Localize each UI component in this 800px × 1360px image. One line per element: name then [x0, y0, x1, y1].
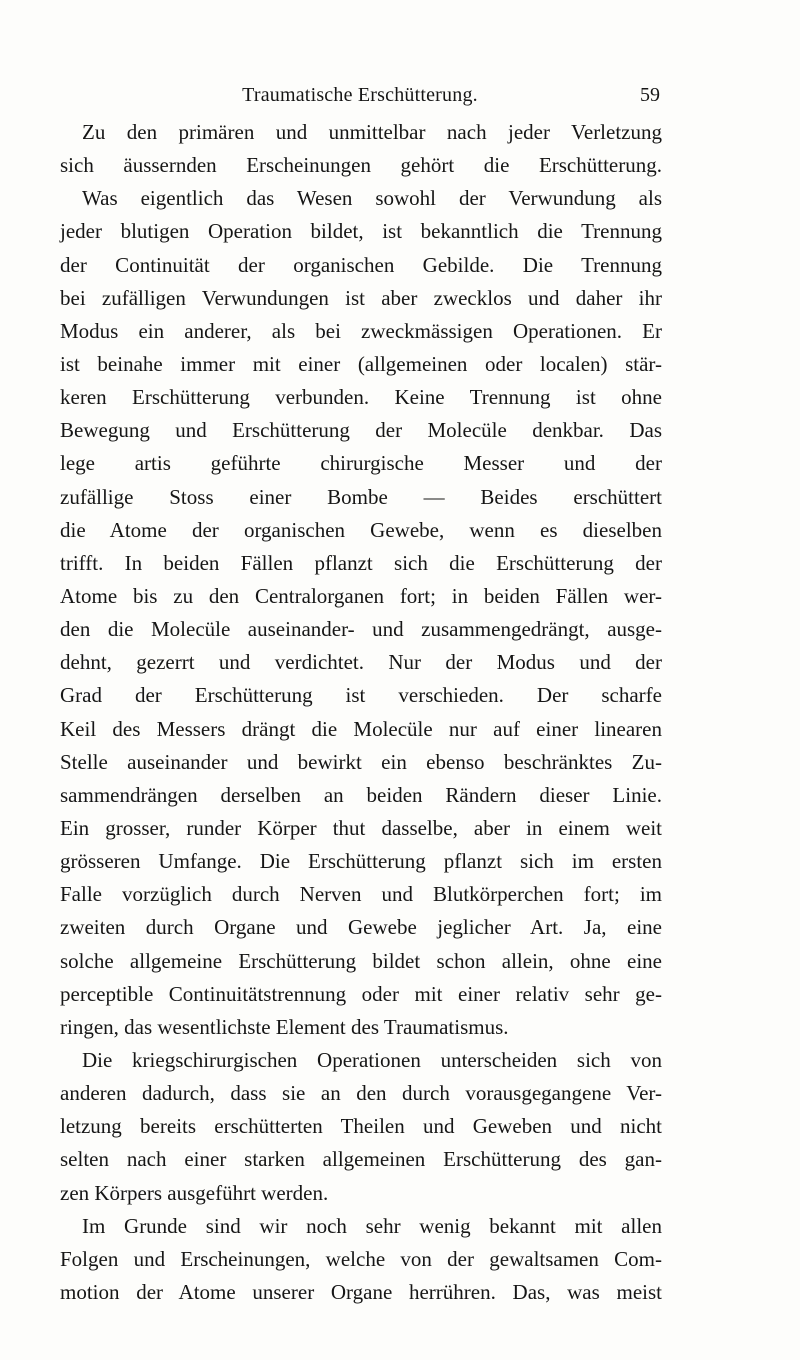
- page-number: 59: [640, 84, 660, 106]
- text-line: ringen, das wesentlichste Element des Traumatismus.: [60, 1014, 509, 1039]
- text-line: letzung bereits erschütterten Theilen und Geweben und nicht: [60, 1114, 662, 1139]
- text-line: motion der Atome unserer Organe herrühren. Das, was meist: [60, 1279, 662, 1304]
- text-line: Was eigentlich das Wesen sowohl der Verwundung als: [82, 186, 662, 211]
- running-title: Traumatische Erschütterung.: [242, 84, 478, 106]
- text-line: Ein grosser, runder Körper thut dasselbe, aber in einem weit: [60, 815, 662, 840]
- text-line: anderen dadurch, dass sie an den durch vorausgegangene Ver-: [60, 1081, 662, 1106]
- text-line: Falle vorzüglich durch Nerven und Blutkörperchen fort; im: [60, 882, 662, 907]
- text-line: bei zufälligen Verwundungen ist aber zwecklos und daher ihr: [60, 285, 662, 310]
- text-line: der Continuität der organischen Gebilde. Die Trennung: [60, 252, 662, 277]
- text-line: grösseren Umfange. Die Erschütterung pflanzt sich im ersten: [60, 849, 662, 874]
- text-line: lege artis geführte chirurgische Messer und der: [60, 451, 662, 476]
- text-line: Modus ein anderer, als bei zweckmässigen Operationen. Er: [60, 318, 662, 343]
- body-text: [60, 116, 662, 1309]
- running-header: [60, 80, 660, 110]
- text-line: trifft. In beiden Fällen pflanzt sich die Erschütterung der: [60, 550, 662, 575]
- text-line: selten nach einer starken allgemeinen Erschütterung des gan-: [60, 1147, 662, 1172]
- text-line: ist beinahe immer mit einer (allgemeinen oder localen) stär-: [60, 351, 662, 376]
- text-line: keren Erschütterung verbunden. Keine Trennung ist ohne: [60, 385, 662, 410]
- text-line: den die Molecüle auseinander- und zusammengedrängt, ausge-: [60, 617, 662, 642]
- text-line: Stelle auseinander und bewirkt ein ebenso beschränktes Zu-: [60, 749, 662, 774]
- text-line: die Atome der organischen Gewebe, wenn es dieselben: [60, 517, 662, 542]
- text-line: perceptible Continuitätstrennung oder mit einer relativ sehr ge-: [60, 981, 662, 1006]
- text-line: Grad der Erschütterung ist verschieden. Der scharfe: [60, 683, 662, 708]
- text-line: Bewegung und Erschütterung der Molecüle denkbar. Das: [60, 418, 662, 443]
- text-line: Keil des Messers drängt die Molecüle nur auf einer linearen: [60, 716, 662, 741]
- text-line: Zu den primären und unmittelbar nach jeder Verletzung: [82, 120, 662, 144]
- text-line: solche allgemeine Erschütterung bildet schon allein, ohne eine: [60, 948, 662, 973]
- text-line: zen Körpers ausgeführt werden.: [60, 1180, 329, 1205]
- text-line: Im Grunde sind wir noch sehr wenig bekannt mit allen: [82, 1213, 662, 1238]
- text-line: jeder blutigen Operation bildet, ist bekanntlich die Trennung: [60, 219, 662, 244]
- text-line: dehnt, gezerrt und verdichtet. Nur der Modus und der: [60, 650, 662, 675]
- text-line: Die kriegschirurgischen Operationen unterscheiden sich von: [82, 1047, 662, 1072]
- text-line: zweiten durch Organe und Gewebe jeglicher Art. Ja, eine: [60, 915, 662, 940]
- text-line: sammendrängen derselben an beiden Rändern dieser Linie.: [60, 782, 662, 807]
- text-line: sich äussernden Erscheinungen gehört die Erschütterung.: [60, 153, 662, 178]
- text-line: Folgen und Erscheinungen, welche von der gewaltsamen Com-: [60, 1246, 662, 1271]
- text-line: Atome bis zu den Centralorganen fort; in beiden Fällen wer-: [60, 583, 662, 608]
- text-line: zufällige Stoss einer Bombe — Beides erschüttert: [60, 484, 662, 509]
